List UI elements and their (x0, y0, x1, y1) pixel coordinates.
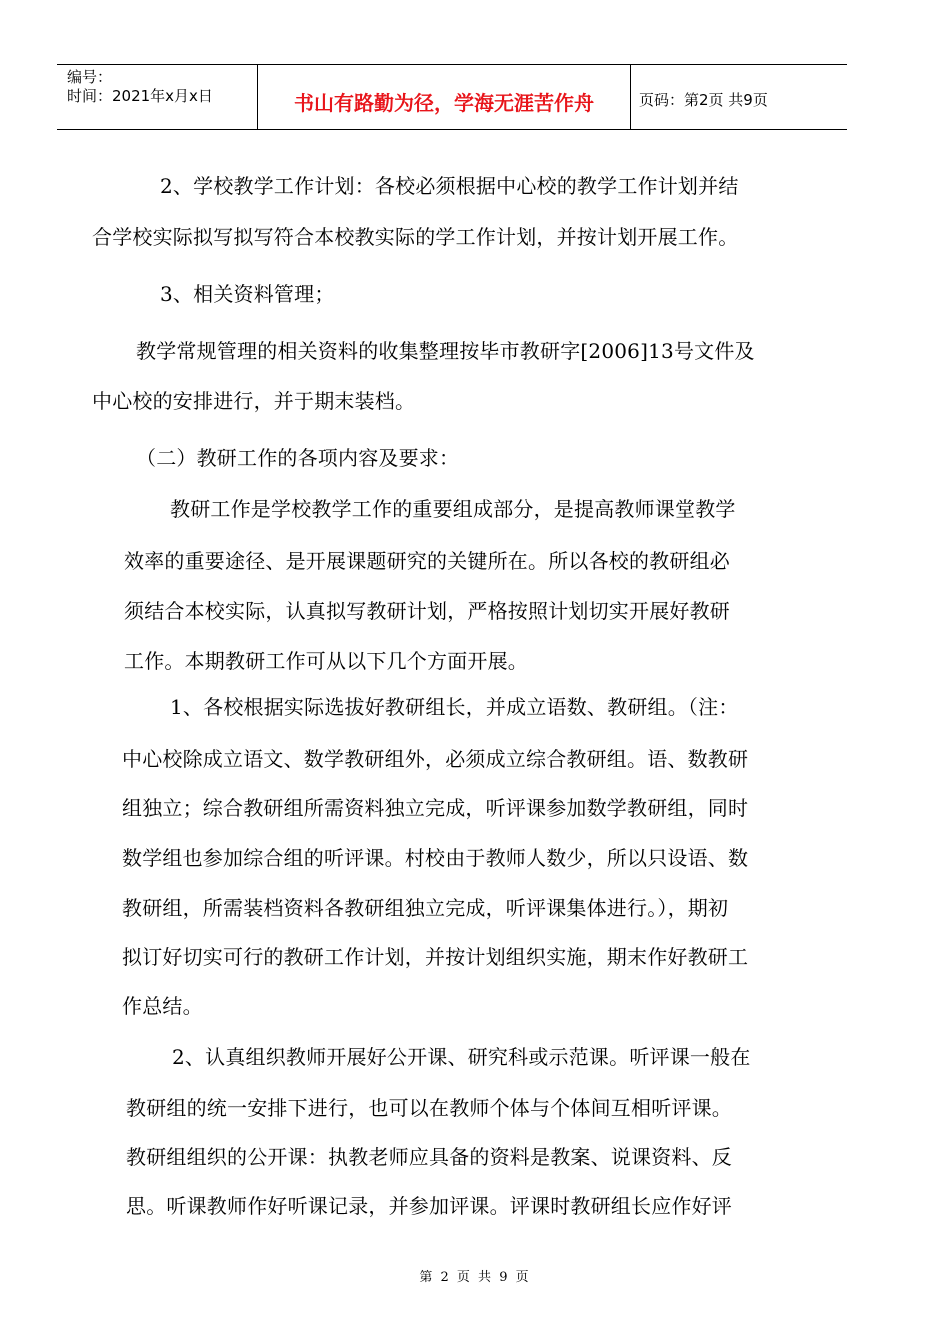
body-line: 教学常规管理的相关资料的收集整理按毕市教研字[2006]13号文件及 (136, 339, 755, 363)
body-line: 合学校实际拟写拟写符合本校教实际的学工作计划，并按计划开展工作。 (92, 225, 739, 249)
body-line: 3、相关资料管理； (160, 282, 335, 306)
body-line: 教研工作是学校教学工作的重要组成部分，是提高教师课堂教学 (170, 497, 736, 521)
header-table (57, 64, 847, 130)
page-code-cell (631, 65, 847, 129)
body-line: 2、认真组织教师开展好公开课、研究科或示范课。听评课一般在 (172, 1045, 751, 1069)
body-line: 效率的重要途径、是开展课题研究的关键所在。所以各校的教研组必 (124, 549, 730, 573)
header-meta-cell (57, 65, 258, 129)
body-line: 教研组组织的公开课：执教老师应具备的资料是教案、说课资料、反 (126, 1145, 732, 1169)
date-label: 时间：2021年x月x日 (67, 87, 213, 105)
body-line: 作总结。 (122, 994, 203, 1018)
body-line: 中心校的安排进行，并于期末装档。 (92, 389, 416, 413)
body-line: 中心校除成立语文、数学教研组外，必须成立综合教研组。语、数教研 (122, 747, 749, 771)
body-line: 组独立；综合教研组所需资料独立完成，听评课参加数学教研组，同时 (122, 796, 749, 820)
body-line: 拟订好切实可行的教研工作计划，并按计划组织实施，期末作好教研工 (122, 945, 749, 969)
body-line: 数学组也参加综合组的听评课。村校由于教师人数少，所以只设语、数 (122, 846, 749, 870)
body-line: 教研组的统一安排下进行，也可以在教师个体与个体间互相听评课。 (126, 1096, 732, 1120)
page-footer: 第 2 页 共 9 页 (419, 1270, 531, 1285)
body-line: 1、各校根据实际选拔好教研组长，并成立语数、教研组。（注： (170, 695, 739, 719)
body-line: 教研组，所需装档资料各教研组独立完成，听评课集体进行。），期初 (122, 896, 729, 920)
page-code-text: 页码：第2页 共9页 (639, 90, 768, 109)
motto-cell (258, 65, 631, 129)
serial-number-label: 编号： (67, 68, 113, 86)
body-line: 思。听课教师作好听课记录，并参加评课。评课时教研组长应作好评 (126, 1194, 732, 1218)
body-line: 2、学校教学工作计划：各校必须根据中心校的教学工作计划并结 (160, 174, 739, 198)
body-line: （二）教研工作的各项内容及要求： (136, 446, 460, 470)
motto-text: 书山有路勤为径，学海无涯苦作舟 (294, 90, 594, 115)
body-line: 工作。本期教研工作可从以下几个方面开展。 (124, 649, 528, 673)
body-line: 须结合本校实际，认真拟写教研计划，严格按照计划切实开展好教研 (124, 599, 730, 623)
